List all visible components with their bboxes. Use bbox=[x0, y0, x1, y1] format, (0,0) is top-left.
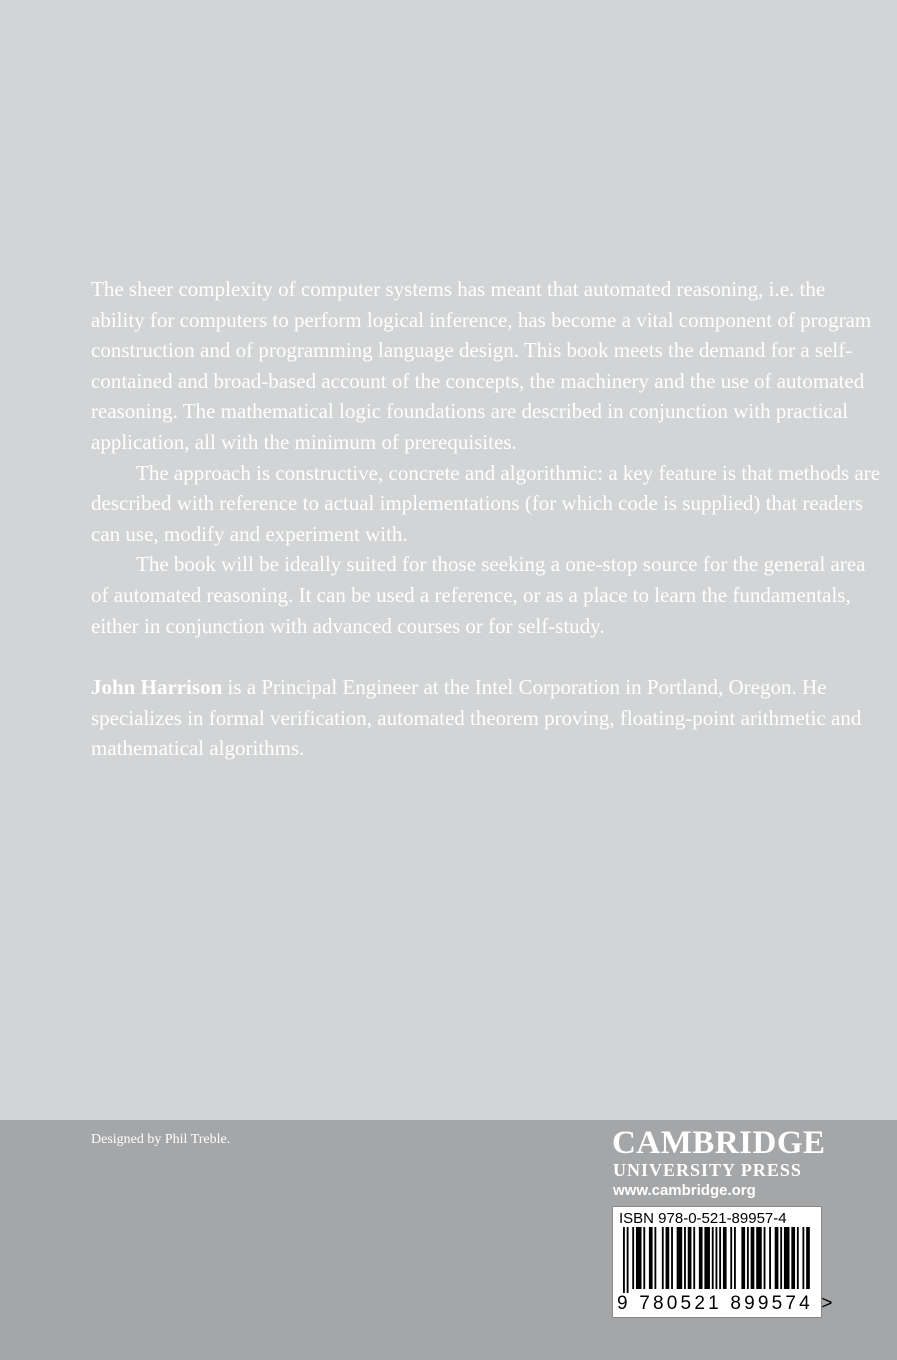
isbn-barcode bbox=[612, 1206, 836, 1318]
barcode-bar bbox=[688, 1227, 692, 1289]
barcode-bar bbox=[747, 1227, 749, 1289]
barcode-bar bbox=[741, 1227, 745, 1289]
barcode-bar bbox=[704, 1227, 710, 1289]
barcode-digits: 9 780521 899574 > bbox=[617, 1293, 836, 1314]
barcode-bar bbox=[699, 1227, 703, 1289]
barcode-bar bbox=[684, 1227, 686, 1289]
barcode-bar bbox=[636, 1227, 642, 1289]
barcode-bar bbox=[677, 1227, 683, 1289]
barcode-bar bbox=[666, 1227, 670, 1289]
barcode-bar bbox=[806, 1227, 810, 1289]
blurb-paragraph-2: The approach is constructive, concrete and algorithmic: a key feature is that methods are described with reference to actual implementations (for which code is supplied) that readers can use, modify and experiment with. bbox=[91, 460, 881, 546]
barcode-bar bbox=[730, 1227, 732, 1289]
barcode-bar bbox=[791, 1227, 795, 1289]
barcode-bar bbox=[756, 1227, 762, 1289]
barcode-bar bbox=[775, 1227, 779, 1289]
barcode-bar bbox=[719, 1227, 721, 1289]
publisher-url: www.cambridge.org bbox=[613, 1182, 756, 1199]
barcode-bar bbox=[671, 1227, 673, 1289]
barcode-bar bbox=[784, 1227, 790, 1289]
barcode-bar bbox=[716, 1227, 718, 1289]
barcode-bar bbox=[769, 1227, 771, 1289]
isbn-label: ISBN 978-0-521-89957-4 bbox=[619, 1210, 787, 1227]
barcode-bar bbox=[649, 1227, 653, 1289]
barcode-bar bbox=[623, 1227, 625, 1293]
barcode-bar bbox=[797, 1227, 799, 1289]
author-name: John Harrison bbox=[91, 675, 223, 700]
blurb-paragraph-3: The book will be ideally suited for those seeking a one-stop source for the general area of automated reasoning. It can be used a reference, or as a place to learn the fundamentals, either in conjunction with advanced courses or for self-study. bbox=[91, 552, 866, 638]
barcode-bar bbox=[632, 1227, 634, 1289]
barcode-bar bbox=[723, 1227, 727, 1289]
author-bio bbox=[91, 672, 881, 764]
barcode-bar bbox=[764, 1227, 766, 1289]
barcode-bar bbox=[734, 1227, 736, 1289]
publisher-name: CAMBRIDGE bbox=[612, 1125, 826, 1161]
barcode-bar bbox=[712, 1227, 714, 1289]
blurb-paragraph-1: The sheer complexity of computer systems has meant that automated reasoning, i.e. the ability for computers to perform logical inference, has become a vital component of program construction and of programming language design. This book meets the demand for a self-contained and broad-based account of the concepts, the machinery and the use of automated reasoning. The mathematical logic foundations are described in conjunction with practical application, all with the minimum of prerequisites. bbox=[91, 277, 872, 454]
author-bio-text: is a Principal Engineer at the Intel Corporation in Portland, Oregon. He specializes in formal verification, automated theorem proving, floating-point arithmetic and mathematical algorithms. bbox=[91, 675, 862, 761]
barcode-bar bbox=[643, 1227, 645, 1289]
barcode-bar bbox=[693, 1227, 695, 1289]
barcode-bars bbox=[617, 1227, 817, 1293]
publisher-subtitle: UNIVERSITY PRESS bbox=[613, 1160, 802, 1180]
designer-credit: Designed by Phil Treble. bbox=[91, 1132, 231, 1147]
barcode-bar bbox=[802, 1227, 804, 1289]
blurb-text bbox=[91, 274, 881, 764]
barcode-bar bbox=[780, 1227, 782, 1289]
footer-band bbox=[0, 1120, 897, 1360]
barcode-bar bbox=[627, 1227, 629, 1293]
barcode-bar bbox=[751, 1227, 755, 1289]
barcode-bar bbox=[662, 1227, 664, 1289]
barcode-bar bbox=[654, 1227, 656, 1289]
